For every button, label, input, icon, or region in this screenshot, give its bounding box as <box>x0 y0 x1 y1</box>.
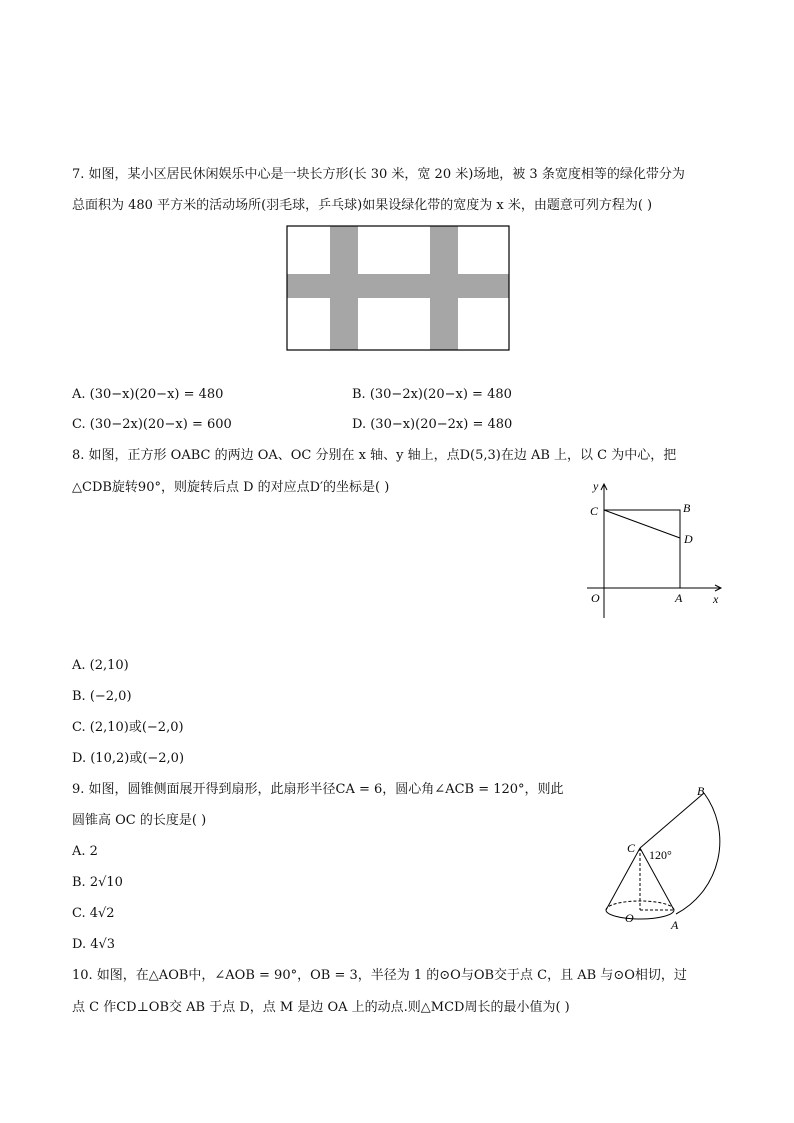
q8-text-line-2: △CDB旋转90°，则旋转后点 D 的对应点D′的坐标是( ) <box>72 480 390 495</box>
q7-option-d: D. (30−x)(20−2x) = 480 <box>352 417 513 432</box>
q8-figure-square <box>585 476 730 621</box>
q9-option-c: C. 4√2 <box>72 906 115 921</box>
q8-label-y: y <box>593 479 599 493</box>
q7-green-belt-vertical-2 <box>430 226 458 350</box>
q8-option-d: D. (10,2)或(−2,0) <box>72 751 185 766</box>
q9-label-a: A <box>671 918 679 932</box>
q8-label-d: D <box>684 532 693 546</box>
q9-label-b: B <box>697 784 705 798</box>
q9-option-a: A. 2 <box>72 844 98 859</box>
q8-label-a: A <box>675 591 683 605</box>
q8-option-c: C. (2,10)或(−2,0) <box>72 720 184 735</box>
q7-option-a: A. (30−x)(20−x) = 480 <box>72 387 224 402</box>
q7-figure-rectangle <box>286 225 510 351</box>
q8-label-o: O <box>591 591 600 605</box>
q9-option-d: D. 4√3 <box>72 937 116 952</box>
q10-text-line-2: 点 C 作CD⊥OB交 AB 于点 D，点 M 是边 OA 上的动点.则△MCD周长的最小值为( ) <box>72 1000 570 1015</box>
q8-segment-cd <box>604 510 680 538</box>
q8-option-b: B. (−2,0) <box>72 689 132 704</box>
q7-green-belt-horizontal <box>287 274 509 298</box>
q9-text-line-1: 9. 如图，圆锥侧面展开得到扇形，此扇形半径CA = 6，圆心角∠ACB = 120°，则此 <box>72 782 564 797</box>
q7-green-belt-vertical-1 <box>330 226 358 350</box>
q9-label-angle: 120° <box>649 848 672 862</box>
q9-label-o: O <box>625 911 634 925</box>
q7-text-line-1: 7. 如图，某小区居民休闲娱乐中心是一块长方形(长 30 米，宽 20 米)场地，被 3 条宽度相等的绿化带分为 <box>72 167 685 182</box>
q8-text-line-1: 8. 如图，正方形 OABC 的两边 OA、OC 分别在 x 轴、y 轴上，点D(5,3)在边 AB 上，以 C 为中心，把 <box>72 448 677 463</box>
q9-option-b: B. 2√10 <box>72 875 123 890</box>
q8-square-oabc <box>604 510 680 588</box>
q7-option-c: C. (30−2x)(20−x) = 600 <box>72 417 232 432</box>
q10-text-line-1: 10. 如图，在△AOB中，∠AOB = 90°，OB = 3，半径为 1 的⊙O与OB交于点 C，且 AB 与⊙O相切，过 <box>72 968 687 983</box>
q8-option-a: A. (2,10) <box>72 658 129 673</box>
q9-figure-cone-sector <box>596 780 736 940</box>
q8-label-x: x <box>713 592 719 606</box>
q7-option-b: B. (30−2x)(20−x) = 480 <box>352 387 512 402</box>
q9-cone-base-front <box>606 910 674 919</box>
q7-text-line-2: 总面积为 480 平方米的活动场所(羽毛球，乒乓球)如果设绿化带的宽度为 x 米，由题意可列方程为( ) <box>72 198 653 213</box>
q9-sector-radius-cb <box>640 793 704 848</box>
q8-label-c: C <box>590 504 599 518</box>
q9-text-line-2: 圆锥高 OC 的长度是( ) <box>72 813 207 828</box>
q9-label-c: C <box>627 841 636 855</box>
q8-label-b: B <box>683 501 691 515</box>
